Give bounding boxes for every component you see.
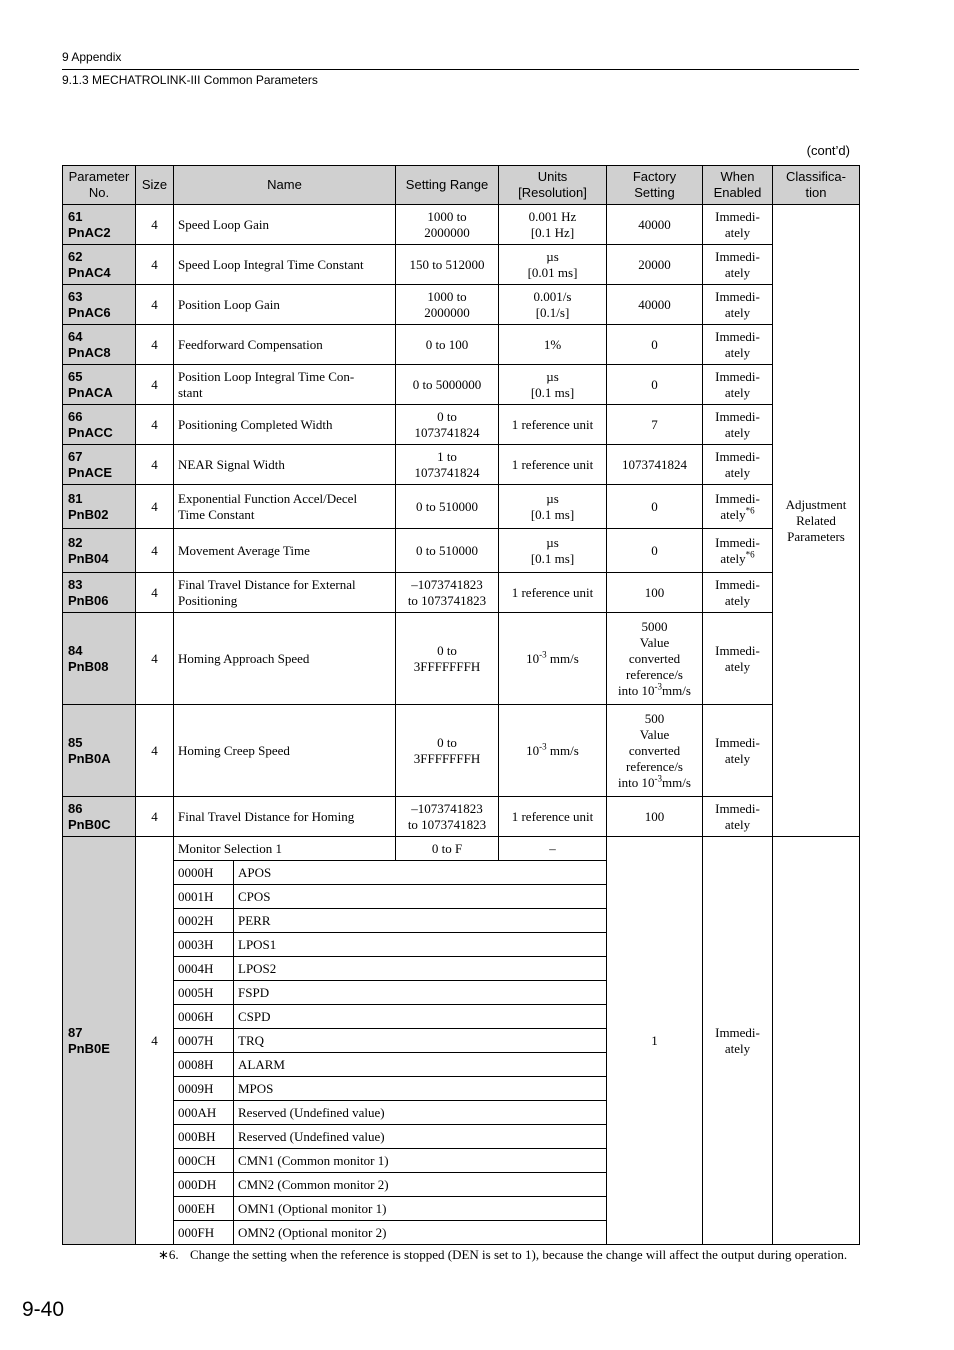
footnote-ref: *6 [745, 549, 755, 560]
option-code: 0009H [174, 1077, 234, 1101]
option-code: 000BH [174, 1125, 234, 1149]
section-header: 9 Appendix [62, 50, 122, 64]
when-cell: Immedi- ately [703, 837, 773, 1245]
option-label: CSPD [234, 1005, 607, 1029]
when-cell: Immedi- ately [703, 245, 773, 285]
factory-cell: 20000 [607, 245, 703, 285]
range-cell: 0 to F [396, 837, 499, 861]
size-cell: 4 [136, 245, 174, 285]
footnote-mark: ∗6. [158, 1247, 179, 1262]
param-number: 66 PnACC [63, 405, 136, 445]
name-cell: Homing Creep Speed [174, 705, 396, 797]
option-code: 0000H [174, 861, 234, 885]
range-cell: 1000 to 2000000 [396, 285, 499, 325]
page-number: 9-40 [22, 1298, 65, 1321]
col-parameter-no: Parameter No. [63, 166, 136, 205]
units-cell: – [499, 837, 607, 861]
param-number: 85 PnB0A [63, 705, 136, 797]
option-code: 000FH [174, 1221, 234, 1245]
when-cell: Immedi- ately [703, 405, 773, 445]
option-label: LPOS2 [234, 957, 607, 981]
range-cell: 0 to 510000 [396, 529, 499, 573]
size-cell: 4 [136, 405, 174, 445]
size-cell: 4 [136, 837, 174, 1245]
when-cell: Immedi- ately [703, 705, 773, 797]
units-cell: µs [0.1 ms] [499, 485, 607, 529]
option-code: 000DH [174, 1173, 234, 1197]
factory-cell: 1073741824 [607, 445, 703, 485]
param-number: 87 PnB0E [63, 837, 136, 1245]
range-cell: 0 to 100 [396, 325, 499, 365]
option-label: CMN1 (Common monitor 1) [234, 1149, 607, 1173]
param-number: 82 PnB04 [63, 529, 136, 573]
factory-cell: 7 [607, 405, 703, 445]
table-row [63, 405, 860, 445]
option-code: 000AH [174, 1101, 234, 1125]
option-label: CPOS [234, 885, 607, 909]
name-cell: Position Loop Integral Time Con- stant [174, 365, 396, 405]
name-cell: Speed Loop Integral Time Constant [174, 245, 396, 285]
option-label: FSPD [234, 981, 607, 1005]
range-cell: 0 to 1073741824 [396, 405, 499, 445]
option-label: Reserved (Undefined value) [234, 1125, 607, 1149]
name-cell: Homing Approach Speed [174, 613, 396, 705]
name-cell: Positioning Completed Width [174, 405, 396, 445]
option-code: 0004H [174, 957, 234, 981]
when-cell: Immedi- ately [703, 325, 773, 365]
param-number: 83 PnB06 [63, 573, 136, 613]
size-cell: 4 [136, 285, 174, 325]
factory-cell: 0 [607, 529, 703, 573]
units-cell: 1% [499, 325, 607, 365]
when-cell: Immedi- ately [703, 205, 773, 245]
factory-cell: 0 [607, 325, 703, 365]
header-rule [62, 69, 859, 70]
name-cell: Movement Average Time [174, 529, 396, 573]
table-row [63, 245, 860, 285]
units-cell: µs [0.01 ms] [499, 245, 607, 285]
factory-cell: 500 Value converted reference/s into $10^{-3}mm/s$ [607, 705, 703, 797]
when-cell: Immedi- ately [703, 445, 773, 485]
units-cell: 1 reference unit [499, 445, 607, 485]
col-name: Name [174, 166, 396, 205]
option-label: ALARM [234, 1053, 607, 1077]
option-label: CMN2 (Common monitor 2) [234, 1173, 607, 1197]
range-cell: 1 to 1073741824 [396, 445, 499, 485]
size-cell: 4 [136, 705, 174, 797]
range-cell: –1073741823 to 1073741823 [396, 573, 499, 613]
col-size: Size [136, 166, 174, 205]
size-cell: 4 [136, 613, 174, 705]
option-code: 0002H [174, 909, 234, 933]
name-cell: NEAR Signal Width [174, 445, 396, 485]
param-number: 63 PnAC6 [63, 285, 136, 325]
units-cell: $10^{-3}$ mm/s [499, 613, 607, 705]
name-cell: Final Travel Distance for Homing [174, 797, 396, 837]
factory-cell: 100 [607, 573, 703, 613]
col-setting-range: Setting Range [396, 166, 499, 205]
col-classification: Classifica- tion [773, 166, 860, 205]
range-cell: 0 to 510000 [396, 485, 499, 529]
footnote-text: Change the setting when the reference is stopped (DEN is set to 1), because the change will affect the output during operation. [190, 1247, 848, 1262]
table-row [63, 285, 860, 325]
param-number: 65 PnACA [63, 365, 136, 405]
table-row [63, 797, 860, 837]
size-cell: 4 [136, 445, 174, 485]
factory-cell: 100 [607, 797, 703, 837]
units-cell: 1 reference unit [499, 797, 607, 837]
option-label: TRQ [234, 1029, 607, 1053]
option-code: 0005H [174, 981, 234, 1005]
table-row [63, 573, 860, 613]
when-cell: Immedi- ately [703, 613, 773, 705]
range-cell: 0 to 5000000 [396, 365, 499, 405]
option-label: Reserved (Undefined value) [234, 1101, 607, 1125]
option-code: 0006H [174, 1005, 234, 1029]
range-cell: 150 to 512000 [396, 245, 499, 285]
when-cell: Immedi- ately [703, 365, 773, 405]
param-number: 64 PnAC8 [63, 325, 136, 365]
range-cell: 1000 to 2000000 [396, 205, 499, 245]
option-label: PERR [234, 909, 607, 933]
param-number: 61 PnAC2 [63, 205, 136, 245]
option-code: 000EH [174, 1197, 234, 1221]
subsection-header: 9.1.3 MECHATROLINK-III Common Parameters [62, 73, 318, 87]
param-number: 81 PnB02 [63, 485, 136, 529]
col-factory-setting: Factory Setting [607, 166, 703, 205]
footnote [158, 1247, 858, 1263]
name-cell: Final Travel Distance for External Positioning [174, 573, 396, 613]
param-number: 86 PnB0C [63, 797, 136, 837]
table-header-row [63, 166, 860, 205]
size-cell: 4 [136, 797, 174, 837]
param-number: 84 PnB08 [63, 613, 136, 705]
factory-cell: 1 [607, 837, 703, 1245]
table-row [63, 445, 860, 485]
units-cell: 1 reference unit [499, 573, 607, 613]
name-cell: Exponential Function Accel/Decel Time Constant [174, 485, 396, 529]
param-number: 67 PnACE [63, 445, 136, 485]
col-when-enabled: When Enabled [703, 166, 773, 205]
footnote-ref: *6 [745, 505, 755, 516]
units-cell: 0.001 Hz [0.1 Hz] [499, 205, 607, 245]
factory-cell: 0 [607, 485, 703, 529]
size-cell: 4 [136, 485, 174, 529]
size-cell: 4 [136, 529, 174, 573]
table-row [63, 613, 860, 705]
option-label: LPOS1 [234, 933, 607, 957]
size-cell: 4 [136, 365, 174, 405]
factory-cell: 40000 [607, 285, 703, 325]
option-code: 0007H [174, 1029, 234, 1053]
table-row [63, 705, 860, 797]
when-cell: Immedi- ately [703, 285, 773, 325]
when-cell: Immedi- ately [703, 797, 773, 837]
table-row [63, 529, 860, 573]
when-cell: Immedi- ately [703, 573, 773, 613]
param-number: 62 PnAC4 [63, 245, 136, 285]
option-code: 0008H [174, 1053, 234, 1077]
table-row [63, 837, 860, 861]
units-cell: $10^{-3}$ mm/s [499, 705, 607, 797]
name-cell: Position Loop Gain [174, 285, 396, 325]
table-row [63, 485, 860, 529]
classification-cell: Adjustment Related Parameters [773, 205, 860, 837]
table-row [63, 205, 860, 245]
size-cell: 4 [136, 573, 174, 613]
when-cell: Immedi- ately$^{*6}$ [703, 485, 773, 529]
col-units: Units [Resolution] [499, 166, 607, 205]
factory-cell: 40000 [607, 205, 703, 245]
option-label: OMN1 (Optional monitor 1) [234, 1197, 607, 1221]
when-cell: Immedi- ately$^{*6}$ [703, 529, 773, 573]
name-cell: Speed Loop Gain [174, 205, 396, 245]
classification-cell-empty [773, 837, 860, 1245]
table-row [63, 365, 860, 405]
option-code: 0003H [174, 933, 234, 957]
range-cell: 0 to 3FFFFFFFH [396, 613, 499, 705]
range-cell: 0 to 3FFFFFFFH [396, 705, 499, 797]
continued-label: (cont’d) [806, 143, 850, 158]
table-row [63, 325, 860, 365]
range-cell: –1073741823 to 1073741823 [396, 797, 499, 837]
option-label: MPOS [234, 1077, 607, 1101]
name-cell: Monitor Selection 1 [174, 837, 396, 861]
option-label: APOS [234, 861, 607, 885]
units-cell: 1 reference unit [499, 405, 607, 445]
units-cell: 0.001/s [0.1/s] [499, 285, 607, 325]
factory-cell: 5000 Value converted reference/s into $10^{-3}mm/s$ [607, 613, 703, 705]
units-cell: µs [0.1 ms] [499, 529, 607, 573]
parameter-table [62, 165, 860, 1245]
option-code: 0001H [174, 885, 234, 909]
size-cell: 4 [136, 205, 174, 245]
units-cell: µs [0.1 ms] [499, 365, 607, 405]
name-cell: Feedforward Compensation [174, 325, 396, 365]
option-code: 000CH [174, 1149, 234, 1173]
option-label: OMN2 (Optional monitor 2) [234, 1221, 607, 1245]
size-cell: 4 [136, 325, 174, 365]
factory-cell: 0 [607, 365, 703, 405]
